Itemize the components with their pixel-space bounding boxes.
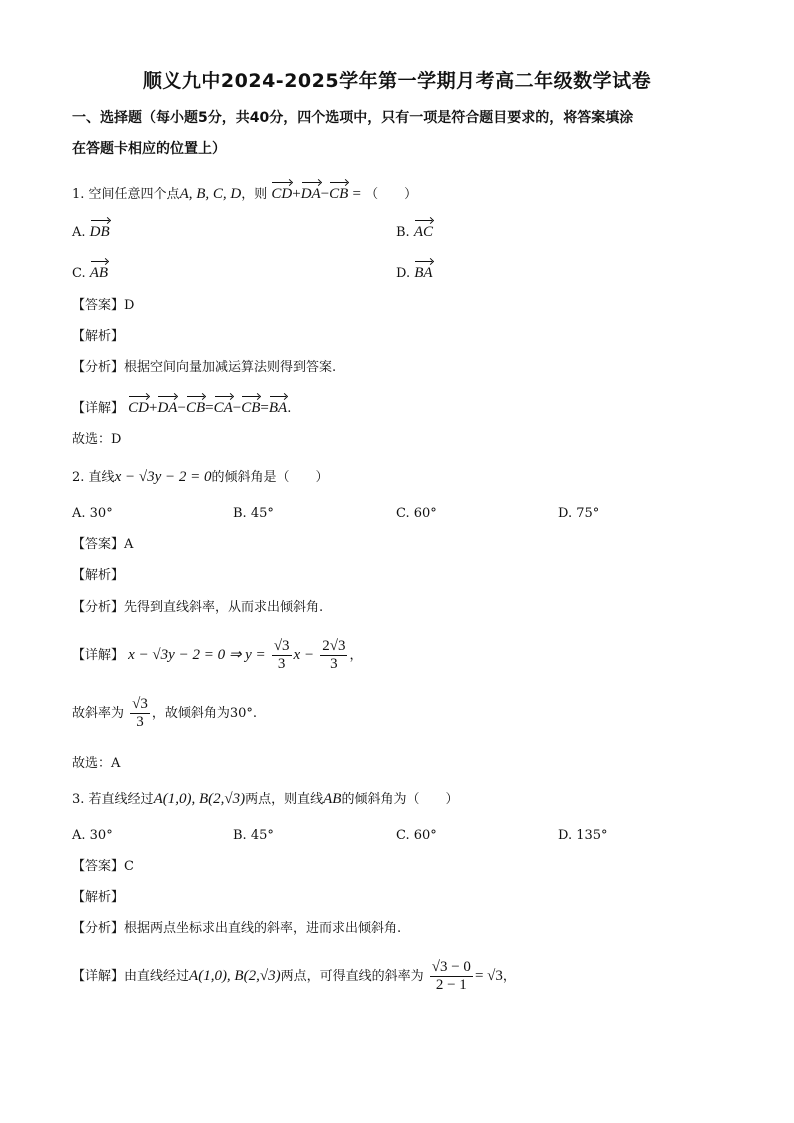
q2-slope-post: ，故倾斜角为30°. <box>151 706 258 721</box>
q1-paren: （ ） <box>365 187 418 202</box>
fraction-denominator: 3 <box>330 656 338 672</box>
equals-sign: = <box>205 400 214 416</box>
vector: CD <box>128 394 149 418</box>
answer-value: C <box>124 859 134 874</box>
q3-option-a: A. 30° <box>72 828 113 843</box>
q2-slope-pre: 故斜率为 <box>72 706 125 721</box>
q3-detail <box>72 957 516 996</box>
vector-ac: AC <box>414 218 433 242</box>
minus-sign: − <box>177 400 186 416</box>
fraction-denominator: 3 <box>136 714 144 730</box>
q3-option-b: B. 45° <box>233 828 274 843</box>
vector: CB <box>241 394 260 418</box>
q2-fenxi <box>72 598 323 618</box>
q1-stem-pre: 空间任意四个点 <box>88 187 180 202</box>
q1-points: A, B, C, D <box>179 186 242 202</box>
q2-stem-post: 的倾斜角是（ ） <box>211 470 329 485</box>
analysis-label: 【解析】 <box>72 329 125 344</box>
analysis-label: 【解析】 <box>72 890 125 905</box>
q3-stem-pre: 若直线经过 <box>88 792 154 807</box>
q1-option-c <box>72 259 108 284</box>
vector: CA <box>214 394 233 418</box>
vector-cb: CB <box>329 180 348 204</box>
q2-option-b: B. 45° <box>233 506 274 521</box>
q3-option-c: C. 60° <box>396 828 437 843</box>
q3-fenxi <box>72 919 401 939</box>
fraction-numerator: √3 − 0 <box>431 959 471 975</box>
choose-label: 故选： <box>72 432 112 447</box>
option-label: B. <box>396 225 410 240</box>
q2-option-d: D. 75° <box>558 506 600 521</box>
q3-answer <box>72 857 134 877</box>
vector-db: DB <box>90 218 110 242</box>
choose-value: D <box>111 432 122 447</box>
q3-detail-end: ， <box>502 969 516 984</box>
answer-label: 【答案】 <box>72 298 125 313</box>
q3-points: A(1,0), B(2,√3) <box>153 791 246 807</box>
fenxi-label: 【分析】 <box>72 600 125 615</box>
option-label: D. <box>396 266 411 281</box>
q2-slope <box>72 695 257 733</box>
q3-stem-post: 的倾斜角为（ ） <box>341 792 459 807</box>
vector-da: DA <box>301 180 321 204</box>
q1-analysis <box>72 327 124 347</box>
fraction-2sqrt3-over-3 <box>320 638 347 673</box>
choose-value: A <box>111 756 121 771</box>
fenxi-text: 根据空间向量加减运算法则得到答案. <box>124 360 337 375</box>
q1-number: 1. <box>72 187 85 202</box>
detail-label: 【详解】 <box>72 401 125 416</box>
q2-stem <box>72 467 329 488</box>
q1-answer <box>72 296 134 316</box>
fraction-slope <box>130 696 150 731</box>
q3-detail-points: A(1,0), B(2,√3) <box>189 968 281 984</box>
plus-sign: + <box>149 400 158 416</box>
q3-detail-pre: 由直线经过 <box>124 969 190 984</box>
q2-number: 2. <box>72 470 85 485</box>
answer-value: A <box>124 537 134 552</box>
q2-equation: x − √3y − 2 = 0 <box>114 469 212 485</box>
q2-detail-end: ， <box>349 648 363 663</box>
q1-option-d <box>396 259 433 284</box>
detail-label: 【详解】 <box>72 969 125 984</box>
q3-stem <box>72 789 458 810</box>
fraction-slope-k <box>430 959 473 994</box>
detail-label: 【详解】 <box>72 648 125 663</box>
section-heading-line2: 在答题卡相应的位置上） <box>72 141 226 157</box>
answer-label: 【答案】 <box>72 537 125 552</box>
fraction-denominator: 2 − 1 <box>435 977 467 993</box>
q1-option-b <box>396 218 433 243</box>
q2-answer <box>72 535 133 555</box>
fraction-denominator: 3 <box>277 656 286 672</box>
q1-choose <box>72 430 121 450</box>
q2-option-c: C. 60° <box>396 506 437 521</box>
exam-title: 顺义九中2024-2025学年第一学期月考高二年级数学试卷 <box>142 70 652 92</box>
equals-sign: = <box>260 400 269 416</box>
answer-value: D <box>124 298 135 313</box>
option-label: A. <box>72 225 86 240</box>
q2-choose <box>72 754 120 774</box>
q3-number: 3. <box>72 792 85 807</box>
vector: BA <box>269 394 287 418</box>
section-heading-line1: 一、选择题（每小题5分，共40分，四个选项中，只有一项是符合题目要求的，将答案填涂 <box>72 110 634 126</box>
vector-ba: BA <box>414 259 432 283</box>
fraction-numerator: √3 <box>132 696 148 712</box>
q3-analysis <box>72 888 124 908</box>
minus-sign: − <box>320 186 330 202</box>
fenxi-text: 先得到直线斜率，从而求出倾斜角. <box>124 600 324 615</box>
q1-stem <box>72 180 417 205</box>
vector-cd: CD <box>271 180 292 204</box>
q2-stem-pre: 直线 <box>88 470 115 485</box>
q3-detail-mid: 两点，可得直线的斜率为 <box>280 969 424 984</box>
q3-stem-mid: 两点，则直线 <box>245 792 324 807</box>
q1-stem-mid: ，则 <box>241 187 268 202</box>
fraction-numerator: 2√3 <box>322 638 346 654</box>
q2-detail-left: x − √3y − 2 = 0 ⇒ y = <box>128 647 266 663</box>
plus-sign: + <box>292 186 301 202</box>
fenxi-text: 根据两点坐标求出直线的斜率，进而求出倾斜角. <box>124 921 402 936</box>
q2-analysis <box>72 566 124 586</box>
analysis-label: 【解析】 <box>72 568 125 583</box>
q2-detail <box>72 636 362 675</box>
q1-fenxi <box>72 358 336 378</box>
vector: CB <box>186 394 205 418</box>
vector-ab: AB <box>90 259 108 283</box>
q1-option-a <box>72 218 110 243</box>
q3-k-equals: = √3 <box>474 968 503 984</box>
equals-sign: = <box>352 186 361 202</box>
fenxi-label: 【分析】 <box>72 360 125 375</box>
choose-label: 故选： <box>72 756 112 771</box>
fraction-sqrt3-over-3 <box>272 638 292 673</box>
answer-label: 【答案】 <box>72 859 125 874</box>
q2-option-a: A. 30° <box>72 506 113 521</box>
q3-line-ab: AB <box>323 791 342 807</box>
fenxi-label: 【分析】 <box>72 921 125 936</box>
option-label: C. <box>72 266 86 281</box>
minus-sign: − <box>232 400 242 416</box>
q3-option-d: D. 135° <box>558 828 608 843</box>
q1-detail: 【详解】 CD+DA−CB=CA−CB=BA. <box>72 394 291 419</box>
q2-detail-mid: x − <box>293 647 315 663</box>
fraction-numerator: √3 <box>273 638 290 654</box>
vector: DA <box>157 394 177 418</box>
